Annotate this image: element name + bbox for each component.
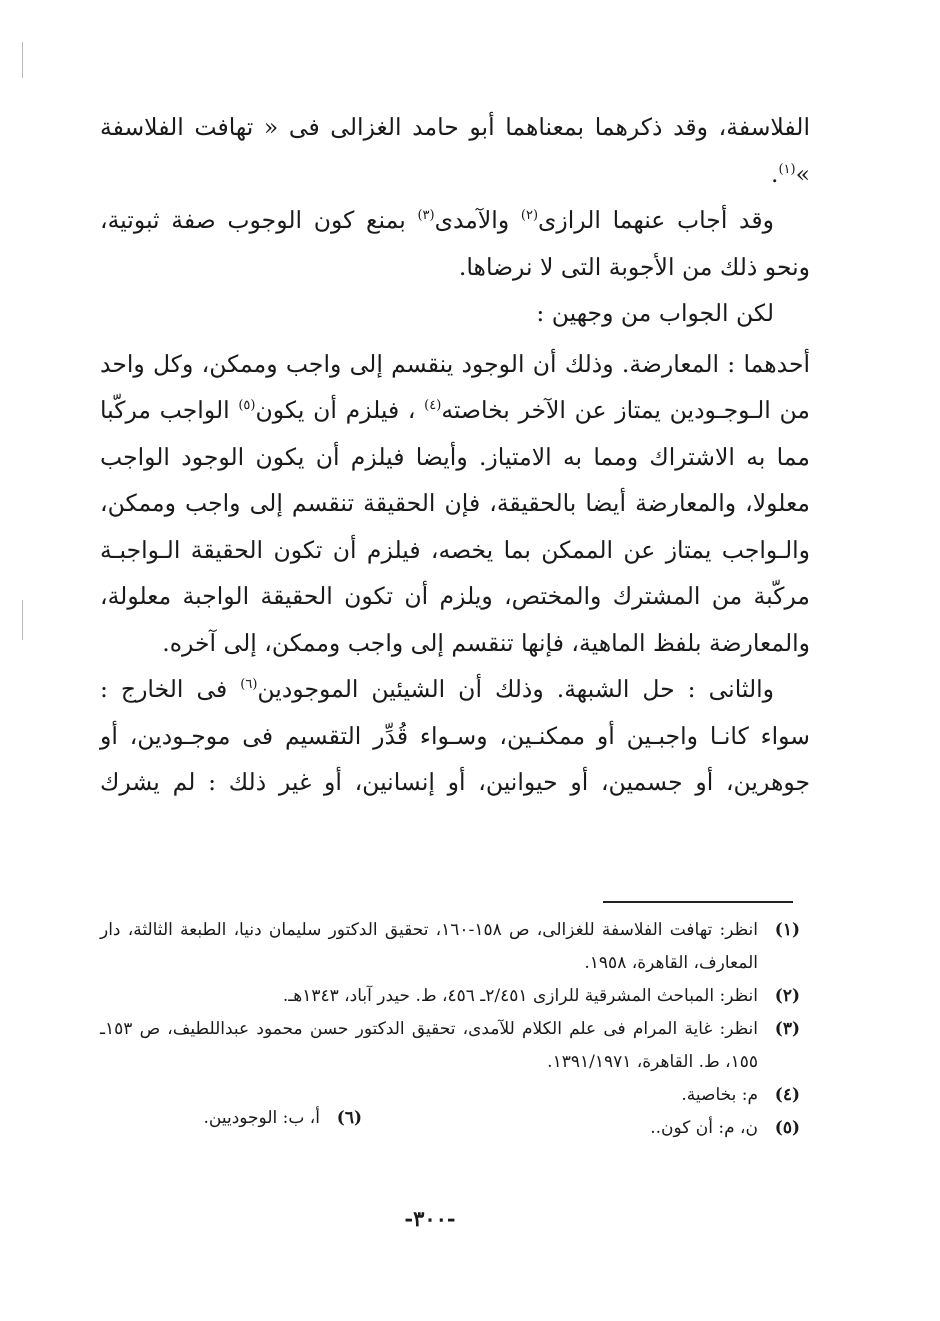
paragraph-3: لكن الجواب من وجهين : [536,299,774,327]
paragraph-1-text: الفلاسفة، وقد ذكرهما بمعناهما أبو حامد الغزالى فى « تهافت الفلاسفة » [100,113,810,188]
scan-edge-mark-middle [22,600,23,640]
main-text [100,104,810,806]
paragraph-1 [100,104,810,197]
footnote-1 [100,914,800,980]
paragraph-4 [100,341,810,667]
footnote-number: (٦) [336,1108,362,1128]
footnote-text: انظر: المباحث المشرقية للرازى ٢/٤٥١ـ ٤٥٦، ط. حيدر آباد، ١٣٤٣هـ. [282,986,758,1006]
footnote-5 [460,1112,800,1145]
footnote-row-5-6 [100,1108,800,1145]
scan-edge-mark-top [22,42,23,78]
footnote-number: (٢) [774,986,800,1006]
paragraph-5-part-b: فى الخارج : سواء كانـا واجبـين أو ممكنـين، وسـواء قُدِّر التقسيم فى موجـودين، أو جوهرين، أو جسمين، أو حيوانين، أو إنسانين، أو غير ذلك : لم يشرك [100,675,810,796]
paragraph-4-part-a: أحدهما : المعارضة. وذلك أن الوجود ينقسم إلى واجب وممكن، وكل واحد من الـوجـودين يمتاز عن الآخر بخاصته [100,349,810,424]
footnotes [100,914,800,1145]
footnote-text: انظر: غاية المرام فى علم الكلام للآمدى، تحقيق الدكتور حسن محمود عبداللطيف، ص ١٥٣ـ ١٥٥، ط. القاهرة، ١٣٩١/١٩٧١. [100,1019,758,1072]
paragraph-5 [100,666,810,806]
footnote-text: ن، م: أن كون.. [650,1118,758,1138]
footnote-ref-3: (٣) [417,208,435,224]
footnote-text: انظر: تهافت الفلاسفة للغزالى، ص ١٥٨-١٦٠، تحقيق الدكتور سليمان دنيا، الطبعة الثالثة، دار المعارف، القاهرة، ١٩٥٨. [100,920,758,973]
paragraph-4-part-b: ، فيلزم أن يكون [255,396,425,424]
footnote-number: (٤) [774,1085,800,1105]
footnote-number: (٣) [774,1019,800,1039]
paragraph-4-part-c: الواجب مركّبا مما به الاشتراك ومما به الامتياز. وأيضا فيلزم أن يكون الوجود الواجب معلولا، والمعارضة أيضا بالحقيقة، فإن الحقيقة تنقسم إلى واجب وممكن، والـواجب يمتاز عن الممكن بما يخصه، فيلزم أن تكون الحقيقة الـواجبـة مركّبة من المشترك والمختص، ويلزم أن تكون الحقيقة الواجبة معلولة، والمعارضة بلفظ الماهية، فإنها تنقسم إلى واجب وممكن، إلى آخره. [100,396,810,657]
footnote-ref-5: (٥) [238,398,256,414]
footnote-ref-2: (٢) [520,208,539,224]
footnote-ref-4: (٤) [424,398,442,414]
footnote-text: م: بخاصية. [681,1085,758,1105]
footnote-number: (١) [774,920,800,940]
paragraph-2-part-b: والآمدى [434,206,521,234]
paragraph-2 [100,197,810,290]
footnote-separator [603,901,793,903]
paragraph-2-part-c: بمنع كون الوجوب صفة ثبوتية، ونحو ذلك من الأجوبة التى لا نرضاها. [100,206,810,281]
footnote-ref-6: (٦) [240,677,258,693]
footnote-3 [100,1013,800,1079]
paragraph-2-part-a: وقد أجاب عنهما الرازى [538,206,774,234]
paragraph-1-end: . [770,159,779,188]
footnote-number: (٥) [774,1118,800,1138]
footnote-ref-1: (١) [778,161,796,177]
paragraph-5-part-a: والثانى : حل الشبهة. وذلك أن الشيئين الموجودين [257,675,775,703]
footnote-2 [100,980,800,1013]
page-number: -٣٠٠- [404,1206,456,1231]
footnote-text: أ، ب: الوجوديين. [203,1108,320,1128]
footnote-6 [203,1102,362,1145]
